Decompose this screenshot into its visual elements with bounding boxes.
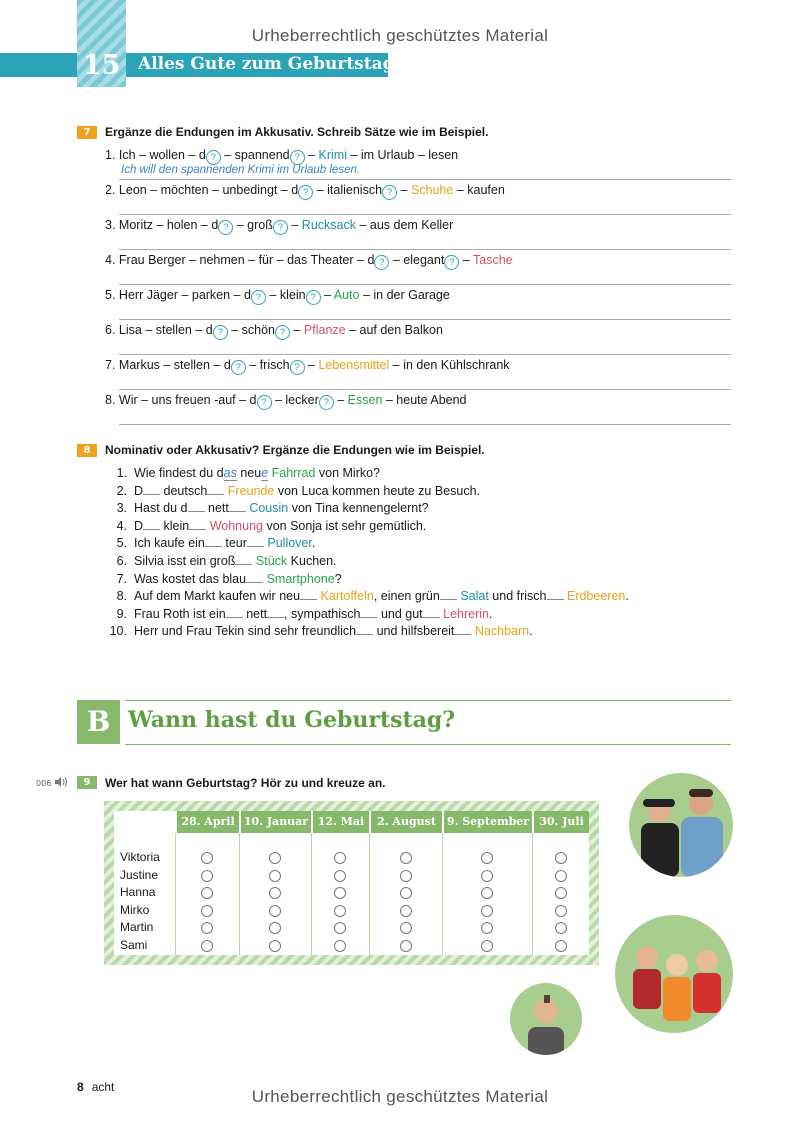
audio-track[interactable] [36, 777, 68, 788]
question-mark-icon: ? [275, 325, 290, 340]
section-rule-top [125, 700, 731, 701]
exercise-8-number: 8 [77, 444, 97, 457]
item-text: – in den Kühlschrank [389, 358, 510, 372]
answer-radio[interactable] [334, 887, 346, 899]
answer-radio[interactable] [269, 940, 281, 952]
item-noun: Smartphone [266, 571, 335, 586]
question-mark-icon: ? [306, 290, 321, 305]
birthday-table [114, 811, 589, 955]
column-header: 9. September [442, 811, 532, 833]
answer-radio[interactable] [269, 905, 281, 917]
blank-gap[interactable] [356, 625, 373, 635]
blank-gap[interactable] [547, 590, 564, 600]
item-noun: Schuhe [410, 183, 454, 197]
item-noun: Lehrerin [443, 606, 490, 621]
blank-gap[interactable] [454, 625, 471, 635]
item-text: von Mirko? [315, 466, 381, 480]
item-text: – aus dem Keller [355, 218, 454, 232]
section-letter: B [77, 700, 120, 744]
birthday-table-frame [104, 801, 599, 965]
item-text: von Luca kommen heute zu Besuch. [274, 483, 481, 498]
exercise-7-number: 7 [77, 126, 97, 139]
column-divider [369, 833, 370, 955]
item-number: 7. [116, 571, 127, 586]
watermark-top: Urheberrechtlich geschütztes Material [251, 26, 549, 45]
photo-boy [510, 983, 582, 1055]
item-text: – lecker [271, 393, 319, 407]
blank-gap[interactable] [189, 520, 206, 530]
exercise-8-item [105, 572, 755, 586]
item-text: ? [334, 571, 342, 586]
answer-radio[interactable] [481, 852, 493, 864]
blank-gap[interactable] [440, 590, 457, 600]
item-number: 7. [105, 358, 116, 372]
answer-line[interactable] [119, 284, 731, 285]
item-text: – [397, 183, 411, 197]
page-word: acht [91, 1080, 115, 1094]
item-number: 1. [116, 466, 127, 480]
item-text: Markus – stellen – d [118, 358, 231, 372]
question-mark-icon: ? [273, 220, 288, 235]
answer-radio[interactable] [269, 852, 281, 864]
column-divider [532, 833, 533, 955]
item-text: und hilfsbereit [373, 624, 455, 639]
item-text: Moritz – holen – d [118, 218, 219, 232]
item-text: Ich – wollen – d [118, 148, 206, 162]
exercise-9-number: 9 [77, 776, 97, 789]
answer-radio[interactable] [555, 905, 567, 917]
item-number: 8. [116, 589, 127, 604]
item-text: – in der Garage [359, 288, 450, 302]
item-number: 8. [105, 393, 116, 407]
question-mark-icon: ? [231, 360, 246, 375]
row-label: Martin [120, 920, 154, 934]
answer-radio[interactable] [400, 905, 412, 917]
answer-radio[interactable] [481, 905, 493, 917]
answer-radio[interactable] [201, 922, 213, 934]
example-fill: as [223, 466, 237, 480]
row-label: Viktoria [120, 850, 160, 864]
row-label: Mirko [120, 902, 150, 917]
item-text: – [304, 148, 319, 162]
answer-line[interactable] [119, 319, 731, 320]
exercise-8-item [105, 589, 755, 603]
blank-gap[interactable] [300, 590, 317, 600]
item-number: 4. [116, 518, 127, 533]
answer-radio[interactable] [400, 870, 412, 882]
item-text: – [320, 288, 334, 302]
question-mark-icon: ? [298, 185, 313, 200]
answer-radio[interactable] [555, 870, 567, 882]
answer-radio[interactable] [201, 940, 213, 952]
question-mark-icon: ? [319, 395, 334, 410]
item-number: 2. [105, 183, 116, 197]
exercise-7-item [105, 253, 735, 270]
question-mark-icon: ? [213, 325, 228, 340]
item-text: Ich kaufe ein [134, 536, 205, 551]
item-noun: Erdbeeren [566, 589, 626, 604]
blank-gap[interactable] [246, 573, 263, 583]
page-number: 8 [77, 1080, 84, 1094]
row-label: Justine [120, 867, 159, 882]
item-number: 1. [105, 148, 116, 162]
answer-radio[interactable] [400, 940, 412, 952]
exercise-7-item [105, 358, 735, 375]
answer-radio[interactable] [334, 922, 346, 934]
blank-gap[interactable] [360, 608, 377, 618]
item-text: deutsch [160, 483, 208, 498]
answer-radio[interactable] [269, 887, 281, 899]
column-divider [175, 833, 176, 955]
item-number: 5. [105, 288, 116, 302]
blank-gap[interactable] [143, 485, 160, 495]
exercise-7-item [105, 288, 735, 305]
photo-two-boys [629, 773, 733, 877]
item-number: 4. [105, 253, 116, 267]
speaker-icon [54, 777, 68, 787]
answer-radio[interactable] [555, 922, 567, 934]
item-text: – [459, 253, 473, 267]
question-mark-icon: ? [218, 220, 233, 235]
item-text: – auf den Balkon [345, 323, 443, 337]
answer-radio[interactable] [555, 852, 567, 864]
column-header: 10. Januar [239, 811, 311, 833]
blank-gap[interactable] [247, 537, 264, 547]
example-answer: Ich will den spannenden Krimi im Urlaub lesen. [121, 164, 361, 176]
answer-radio[interactable] [400, 852, 412, 864]
question-mark-icon: ? [382, 185, 397, 200]
item-text: und frisch [488, 589, 547, 604]
blank-gap[interactable] [188, 502, 205, 512]
answer-line[interactable] [119, 389, 731, 390]
exercise-7-item [105, 183, 735, 200]
exercise-9-instruction: Wer hat wann Geburtstag? Hör zu und kreuze an. [105, 776, 386, 790]
item-text: . [489, 606, 493, 621]
item-text: – [304, 358, 319, 372]
item-text: Silvia isst ein groß [134, 554, 236, 568]
item-text: Was kostet das blau [134, 571, 247, 586]
item-noun: Kartoffeln [320, 589, 374, 604]
item-text: – kaufen [453, 183, 505, 197]
item-text: Hast du d [134, 501, 188, 516]
item-number: 10. [109, 624, 127, 639]
item-text: Herr und Frau Tekin sind sehr freundlich [134, 624, 357, 639]
item-text: von Tina kennengelernt? [288, 501, 429, 516]
answer-radio[interactable] [555, 940, 567, 952]
blank-gap[interactable] [423, 608, 440, 618]
watermark-bottom: Urheberrechtlich geschütztes Material [251, 1087, 549, 1106]
column-header: 30. Juli [532, 811, 589, 833]
item-noun: Lebensmittel [318, 358, 390, 372]
item-text: . [625, 589, 629, 604]
audio-track-number: 006 [36, 779, 52, 788]
exercise-8-item [105, 466, 755, 480]
question-mark-icon: ? [290, 360, 305, 375]
answer-radio[interactable] [334, 905, 346, 917]
row-label: Hanna [120, 885, 156, 899]
column-header: 12. Mai [311, 811, 369, 833]
item-text: – im Urlaub – lesen [346, 148, 459, 162]
answer-radio[interactable] [269, 870, 281, 882]
item-text: nett [204, 501, 229, 516]
item-noun: Salat [460, 589, 489, 604]
exercise-7-item [105, 323, 735, 340]
item-noun: Essen [347, 393, 383, 407]
question-mark-icon: ? [251, 290, 266, 305]
item-number: 9. [116, 606, 127, 621]
item-text: Frau Roth ist ein [134, 606, 226, 621]
answer-radio[interactable] [400, 922, 412, 934]
item-noun: Stück [255, 554, 288, 568]
exercise-7-instruction: Ergänze die Endungen im Akkusativ. Schreib Sätze wie im Beispiel. [105, 125, 489, 139]
item-text: Frau Berger – nehmen – für – das Theater – d [118, 253, 375, 267]
item-text: nett [242, 606, 268, 621]
exercise-8-item [105, 536, 755, 550]
answer-radio[interactable] [201, 870, 213, 882]
item-noun: Tasche [473, 253, 513, 267]
item-text: Kuchen. [287, 554, 337, 568]
item-text: von Sonja ist sehr gemütlich. [263, 518, 427, 533]
item-number: 3. [105, 218, 116, 232]
answer-line[interactable] [119, 354, 731, 355]
answer-radio[interactable] [481, 940, 493, 952]
item-text: D [134, 518, 144, 533]
answer-radio[interactable] [400, 887, 412, 899]
section-rule-bottom [125, 744, 731, 745]
item-number: 6. [116, 554, 127, 568]
answer-radio[interactable] [334, 852, 346, 864]
answer-radio[interactable] [555, 887, 567, 899]
answer-radio[interactable] [201, 905, 213, 917]
column-divider [239, 833, 240, 955]
blank-gap[interactable] [207, 485, 224, 495]
exercise-8-item [105, 484, 755, 498]
item-text: – italienisch [313, 183, 383, 197]
item-text: Herr Jäger – parken – d [118, 288, 251, 302]
item-text: , sympathisch [284, 606, 361, 621]
exercise-8-item [105, 519, 755, 533]
section-title: Wann hast du Geburtstag? [128, 707, 456, 733]
item-text: – klein [265, 288, 306, 302]
exercise-7-item [105, 393, 735, 410]
answer-radio[interactable] [481, 887, 493, 899]
question-mark-icon: ? [374, 255, 389, 270]
item-text: Leon – möchten – unbedingt – d [118, 183, 299, 197]
blank-gap[interactable] [267, 608, 284, 618]
item-text: Lisa – stellen – d [118, 323, 213, 337]
photo-three-girls [615, 915, 733, 1033]
item-noun: Nachbarn [474, 624, 530, 639]
item-number: 6. [105, 323, 116, 337]
item-text: klein [160, 518, 190, 533]
answer-radio[interactable] [334, 870, 346, 882]
item-noun: Rucksack [301, 218, 356, 232]
item-number: 2. [116, 483, 127, 498]
answer-line[interactable] [119, 179, 731, 180]
exercise-8-item [105, 554, 755, 568]
item-number: 5. [116, 536, 127, 551]
item-noun: Fahrrad [271, 466, 316, 480]
item-noun: Pullover [267, 536, 312, 551]
item-text: . [311, 536, 316, 551]
question-mark-icon: ? [444, 255, 459, 270]
item-noun: Cousin [249, 501, 289, 516]
blank-gap[interactable] [235, 555, 252, 565]
item-noun: Krimi [318, 148, 347, 162]
exercise-8-instruction: Nominativ oder Akkusativ? Ergänze die Endungen wie im Beispiel. [105, 443, 485, 457]
item-text: – groß [233, 218, 273, 232]
column-header: 2. August [369, 811, 442, 833]
item-text: Auf dem Markt kaufen wir neu [134, 589, 301, 604]
item-text: – [287, 218, 302, 232]
item-text: – heute Abend [382, 393, 467, 407]
item-text: – schön [227, 323, 275, 337]
answer-radio[interactable] [201, 887, 213, 899]
item-text: – [333, 393, 348, 407]
blank-gap[interactable] [226, 608, 243, 618]
item-number: 3. [116, 501, 127, 516]
exercise-8-item [105, 501, 755, 515]
item-noun: Pflanze [303, 323, 346, 337]
item-text: und gut [377, 606, 423, 621]
item-text: , einen grün [373, 589, 440, 604]
example-fill: e [261, 466, 269, 480]
item-text: neu [236, 466, 262, 480]
exercise-7-item [105, 148, 735, 165]
blank-gap[interactable] [229, 502, 246, 512]
item-text: . [529, 624, 533, 639]
answer-radio[interactable] [269, 922, 281, 934]
row-label: Sami [120, 937, 148, 952]
chapter-title: Alles Gute zum Geburtstag! [138, 54, 402, 74]
item-noun: Wohnung [209, 518, 263, 533]
exercise-8-item [105, 607, 755, 621]
item-text: Wir – uns freuen -auf – d [118, 393, 257, 407]
question-mark-icon: ? [257, 395, 272, 410]
answer-radio[interactable] [201, 852, 213, 864]
item-text: – elegant [389, 253, 445, 267]
item-text: teur [221, 536, 247, 551]
exercise-7-item [105, 218, 735, 235]
blank-gap[interactable] [143, 520, 160, 530]
column-divider [442, 833, 443, 955]
answer-line[interactable] [119, 424, 731, 425]
item-text: Wie findest du d [134, 466, 224, 480]
answer-line[interactable] [119, 214, 731, 215]
answer-radio[interactable] [481, 922, 493, 934]
answer-radio[interactable] [334, 940, 346, 952]
column-divider [311, 833, 312, 955]
chapter-number: 15 [82, 50, 121, 81]
blank-gap[interactable] [205, 537, 222, 547]
item-noun: Auto [333, 288, 360, 302]
question-mark-icon: ? [206, 150, 221, 165]
answer-radio[interactable] [481, 870, 493, 882]
question-mark-icon: ? [290, 150, 305, 165]
item-text: D [134, 483, 144, 498]
item-text: – spannend [220, 148, 290, 162]
item-text: – frisch [245, 358, 290, 372]
exercise-8-item [105, 624, 755, 638]
answer-line[interactable] [119, 249, 731, 250]
item-noun: Freunde [227, 483, 275, 498]
column-header: 28. April [175, 811, 239, 833]
item-text: – [290, 323, 304, 337]
